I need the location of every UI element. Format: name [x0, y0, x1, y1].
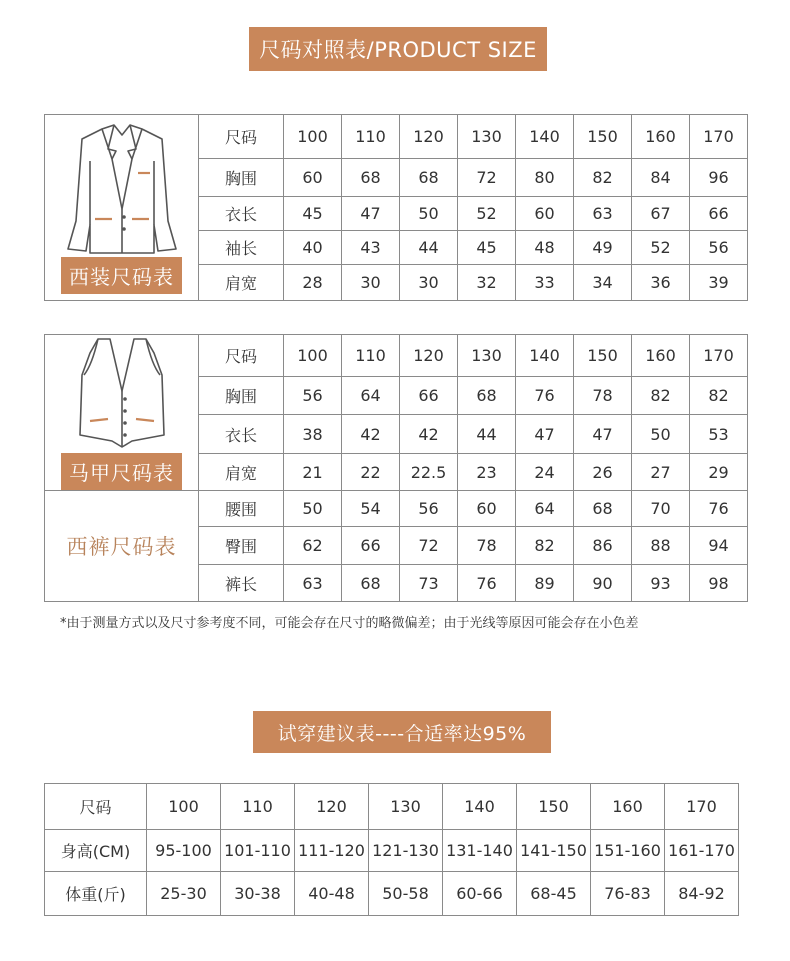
table-cell: 60	[516, 197, 574, 231]
fit-suggestion-banner: 试穿建议表----合适率达95%	[253, 711, 551, 753]
suit-size-table	[44, 114, 748, 301]
table-cell: 45	[458, 231, 516, 265]
table-cell: 68-45	[517, 872, 591, 916]
table-cell: 36	[632, 265, 690, 301]
table-cell: 140	[516, 115, 574, 159]
fit-suggestion-table	[44, 783, 739, 916]
row-label: 胸围	[199, 377, 284, 415]
table-cell: 72	[400, 527, 458, 565]
table-cell: 68	[574, 491, 632, 527]
table-cell: 22	[342, 454, 400, 491]
suit-size-label: 西装尺码表	[61, 257, 182, 294]
table-cell: 60	[458, 491, 516, 527]
table-cell: 121-130	[369, 830, 443, 872]
table-cell: 170	[690, 115, 748, 159]
row-label: 肩宽	[199, 454, 284, 491]
table-cell: 130	[458, 115, 516, 159]
table-cell: 160	[632, 335, 690, 377]
table-cell: 50	[400, 197, 458, 231]
table-cell: 52	[458, 197, 516, 231]
table-row	[45, 491, 748, 527]
table-cell: 111-120	[295, 830, 369, 872]
table-cell: 100	[284, 335, 342, 377]
table-cell: 131-140	[443, 830, 517, 872]
table-cell: 64	[516, 491, 574, 527]
table-cell: 110	[342, 115, 400, 159]
table-cell: 84	[632, 159, 690, 197]
table-cell: 140	[516, 335, 574, 377]
row-label: 身高(CM)	[45, 830, 147, 872]
table-cell: 63	[284, 565, 342, 602]
table-cell: 110	[221, 784, 295, 830]
table-cell: 34	[574, 265, 632, 301]
table-row	[45, 335, 748, 377]
measurement-note: *由于测量方式以及尺寸参考度不同，可能会存在尺寸的略微偏差；由于光线等原因可能会存在小色差	[60, 616, 639, 631]
table-cell: 56	[284, 377, 342, 415]
table-cell: 89	[516, 565, 574, 602]
table-cell: 67	[632, 197, 690, 231]
table-cell: 82	[574, 159, 632, 197]
table-cell: 60	[284, 159, 342, 197]
table-cell: 93	[632, 565, 690, 602]
table-cell: 161-170	[665, 830, 739, 872]
table-cell: 63	[574, 197, 632, 231]
table-cell: 72	[458, 159, 516, 197]
table-cell: 151-160	[591, 830, 665, 872]
row-label: 裤长	[199, 565, 284, 602]
row-label: 尺码	[199, 115, 284, 159]
row-label: 尺码	[45, 784, 147, 830]
table-cell: 22.5	[400, 454, 458, 491]
table-cell: 50	[632, 415, 690, 454]
table-cell: 141-150	[517, 830, 591, 872]
table-cell: 76	[458, 565, 516, 602]
row-label: 尺码	[199, 335, 284, 377]
table-cell: 44	[458, 415, 516, 454]
table-cell: 56	[400, 491, 458, 527]
table-cell: 130	[458, 335, 516, 377]
table-cell: 160	[632, 115, 690, 159]
table-cell: 150	[574, 115, 632, 159]
table-row	[45, 830, 739, 872]
table-cell: 47	[516, 415, 574, 454]
table-cell: 150	[574, 335, 632, 377]
table-cell: 53	[690, 415, 748, 454]
row-label: 衣长	[199, 197, 284, 231]
table-cell: 68	[342, 159, 400, 197]
table-cell: 68	[458, 377, 516, 415]
table-cell: 30-38	[221, 872, 295, 916]
table-cell: 47	[342, 197, 400, 231]
table-cell: 33	[516, 265, 574, 301]
table-cell: 47	[574, 415, 632, 454]
table-cell: 98	[690, 565, 748, 602]
table-cell: 29	[690, 454, 748, 491]
table-cell: 76	[690, 491, 748, 527]
table-cell: 54	[342, 491, 400, 527]
size-chart-banner: 尺码对照表/PRODUCT SIZE	[249, 27, 547, 71]
suit-jacket-icon	[62, 121, 182, 261]
table-cell: 84-92	[665, 872, 739, 916]
table-cell: 73	[400, 565, 458, 602]
table-cell: 66	[342, 527, 400, 565]
vest-icon	[72, 335, 172, 451]
table-cell: 40	[284, 231, 342, 265]
table-cell: 50-58	[369, 872, 443, 916]
table-cell: 62	[284, 527, 342, 565]
table-cell: 120	[295, 784, 369, 830]
table-cell: 78	[458, 527, 516, 565]
table-cell: 27	[632, 454, 690, 491]
table-cell: 30	[342, 265, 400, 301]
table-cell: 56	[690, 231, 748, 265]
vest-illustration-cell	[45, 335, 199, 491]
table-cell: 43	[342, 231, 400, 265]
table-cell: 42	[400, 415, 458, 454]
table-cell: 48	[516, 231, 574, 265]
table-cell: 96	[690, 159, 748, 197]
table-cell: 30	[400, 265, 458, 301]
table-cell: 28	[284, 265, 342, 301]
table-cell: 64	[342, 377, 400, 415]
row-label: 腰围	[199, 491, 284, 527]
table-cell: 150	[517, 784, 591, 830]
table-cell: 160	[591, 784, 665, 830]
row-label: 胸围	[199, 159, 284, 197]
table-cell: 76-83	[591, 872, 665, 916]
table-cell: 82	[690, 377, 748, 415]
table-cell: 140	[443, 784, 517, 830]
table-cell: 100	[284, 115, 342, 159]
table-cell: 86	[574, 527, 632, 565]
table-cell: 50	[284, 491, 342, 527]
table-cell: 39	[690, 265, 748, 301]
table-cell: 80	[516, 159, 574, 197]
table-cell: 60-66	[443, 872, 517, 916]
table-cell: 40-48	[295, 872, 369, 916]
table-cell: 52	[632, 231, 690, 265]
table-cell: 70	[632, 491, 690, 527]
table-cell: 95-100	[147, 830, 221, 872]
table-row	[45, 784, 739, 830]
table-cell: 78	[574, 377, 632, 415]
table-cell: 88	[632, 527, 690, 565]
table-cell: 94	[690, 527, 748, 565]
table-cell: 130	[369, 784, 443, 830]
table-cell: 45	[284, 197, 342, 231]
table-cell: 23	[458, 454, 516, 491]
table-cell: 21	[284, 454, 342, 491]
table-cell: 68	[400, 159, 458, 197]
table-cell: 76	[516, 377, 574, 415]
table-cell: 26	[574, 454, 632, 491]
table-cell: 66	[400, 377, 458, 415]
pants-label-cell	[45, 491, 199, 602]
table-cell: 101-110	[221, 830, 295, 872]
table-cell: 68	[342, 565, 400, 602]
table-cell: 120	[400, 335, 458, 377]
pants-size-label: 西裤尺码表	[66, 535, 177, 559]
row-label: 袖长	[199, 231, 284, 265]
table-cell: 24	[516, 454, 574, 491]
table-cell: 120	[400, 115, 458, 159]
table-cell: 82	[516, 527, 574, 565]
table-cell: 42	[342, 415, 400, 454]
table-cell: 25-30	[147, 872, 221, 916]
row-label: 衣长	[199, 415, 284, 454]
vest-size-label: 马甲尺码表	[61, 453, 182, 490]
table-cell: 82	[632, 377, 690, 415]
table-cell: 110	[342, 335, 400, 377]
table-row	[45, 115, 748, 159]
vest-pants-size-table	[44, 334, 748, 602]
row-label: 体重(斤)	[45, 872, 147, 916]
table-cell: 100	[147, 784, 221, 830]
row-label: 臀围	[199, 527, 284, 565]
table-cell: 44	[400, 231, 458, 265]
table-cell: 170	[665, 784, 739, 830]
row-label: 肩宽	[199, 265, 284, 301]
table-cell: 38	[284, 415, 342, 454]
table-cell: 49	[574, 231, 632, 265]
table-cell: 90	[574, 565, 632, 602]
table-cell: 170	[690, 335, 748, 377]
table-cell: 66	[690, 197, 748, 231]
suit-illustration-cell	[45, 115, 199, 301]
table-row	[45, 872, 739, 916]
table-cell: 32	[458, 265, 516, 301]
